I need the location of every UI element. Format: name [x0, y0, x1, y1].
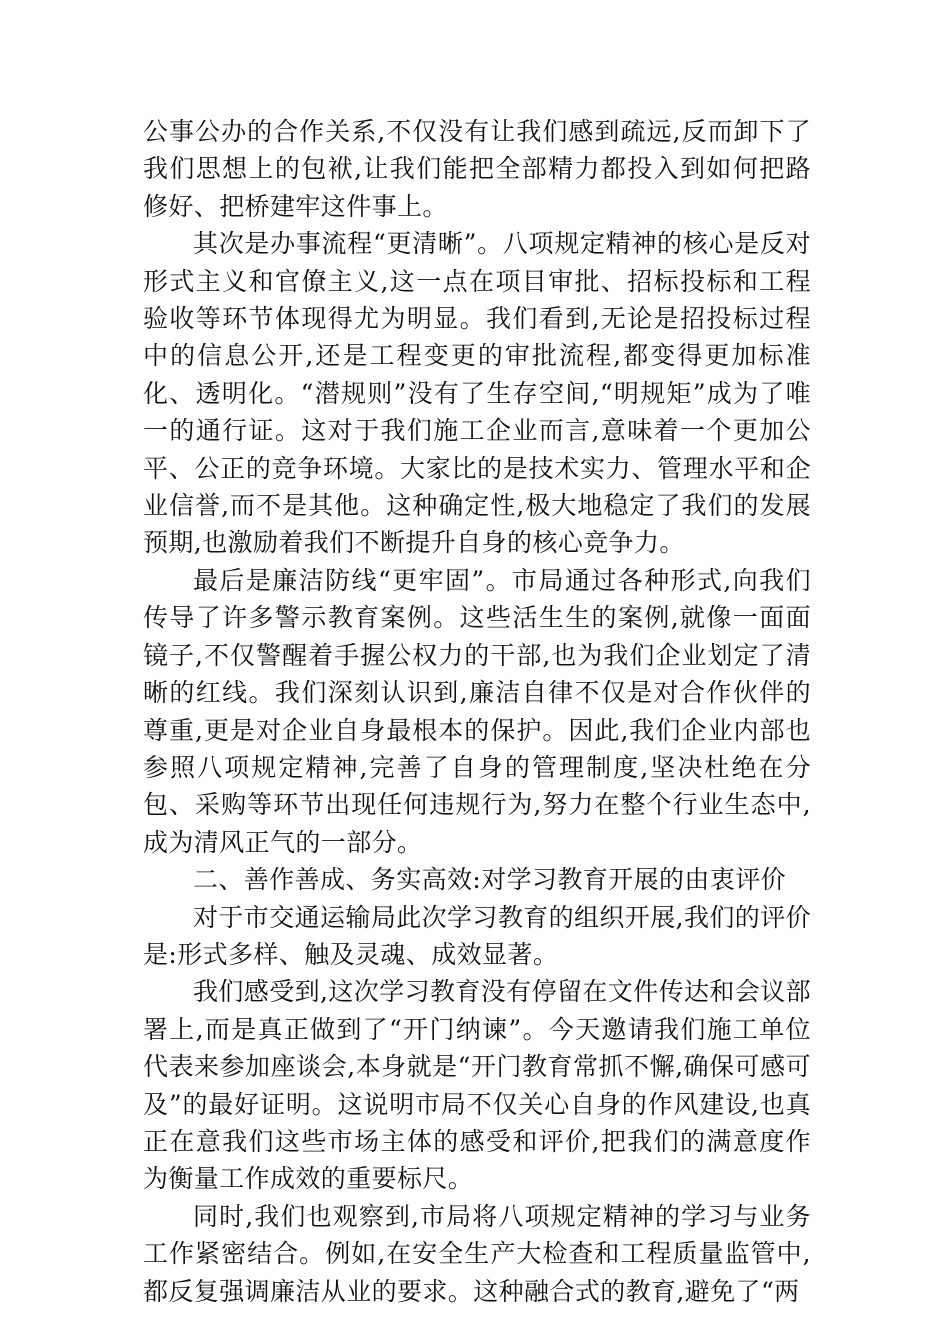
- paragraph-integrity-defense: 最后是廉洁防线“更牢固”。市局通过各种形式,向我们传导了许多警示教育案例。这些活生生的案例,就像一面面镜子,不仅警醒着手握公权力的干部,也为我们企业划定了清晰的红线。我们深刻认识到,廉洁自律不仅是对合作伙伴的尊重,更是对企业自身最根本的保护。因此,我们企业内部也参照八项规定精神,完善了自身的管理制度,坚决杜绝在分包、采购等环节出现任何违规行为,努力在整个行业生态中,成为清风正气的一部分。: [143, 565, 811, 857]
- paragraph-process-clarity: 其次是办事流程“更清晰”。八项规定精神的核心是反对形式主义和官僚主义,这一点在项目审批、招标投标和工程验收等环节体现得尤为明显。我们看到,无论是招投标过程中的信息公开,还是工程变更的审批流程,都变得更加标准化、透明化。“潜规则”没有了生存空间,“明规矩”成为了唯一的通行证。这对于我们施工企业而言,意味着一个更加公平、公正的竞争环境。大家比的是技术实力、管理水平和企业信誉,而不是其他。这种确定性,极大地稳定了我们的发展预期,也激励着我们不断提升自身的核心竞争力。: [143, 229, 811, 558]
- paragraph-open-door: 我们感受到,这次学习教育没有停留在文件传达和会议部署上,而是真正做到了“开门纳谏”。今天邀请我们施工单位代表来参加座谈会,本身就是“开门教育常抓不懈,确保可感可及”的最好证明。这说明市局不仅关心自身的作风建设,也真正在意我们这些市场主体的感受和评价,把我们的满意度作为衡量工作成效的重要标尺。: [143, 977, 811, 1194]
- paragraph-integration: 同时,我们也观察到,市局将八项规定精神的学习与业务工作紧密结合。例如,在安全生产大检查和工程质量监管中,都反复强调廉洁从业的要求。这种融合式的教育,避免了“两: [143, 1201, 811, 1306]
- document-body: [143, 113, 811, 1310]
- paragraph-continued: 公事公办的合作关系,不仅没有让我们感到疏远,反而卸下了我们思想上的包袱,让我们能把全部精力都投入到如何把路修好、把桥建牢这件事上。: [143, 117, 811, 221]
- paragraph-evaluation: 对于市交通运输局此次学习教育的组织开展,我们的评价是:形式多样、触及灵魂、成效显著。: [143, 902, 811, 969]
- section-heading: 二、善作善成、务实高效:对学习教育开展的由衷评价: [193, 865, 787, 895]
